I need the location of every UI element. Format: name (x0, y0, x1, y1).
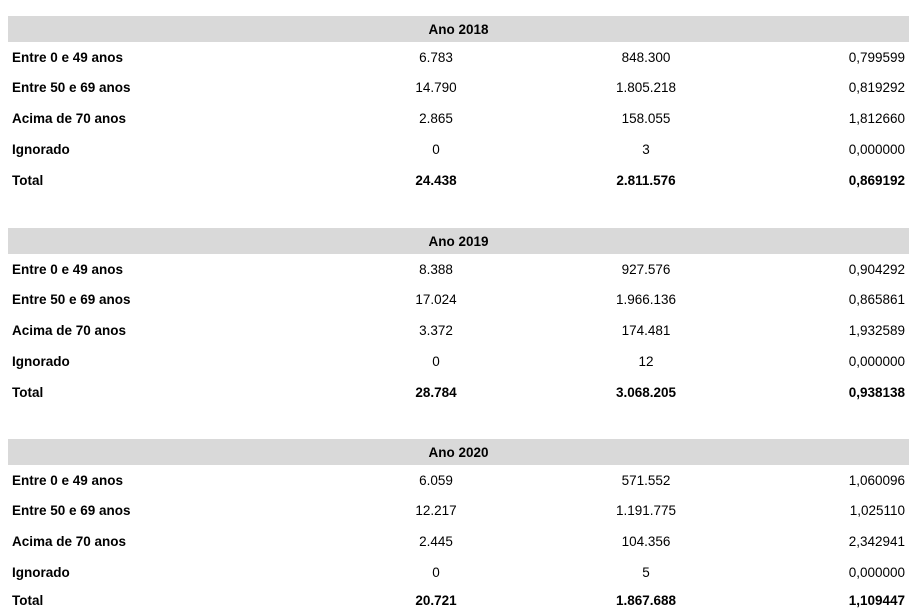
row-label: Entre 0 e 49 anos (12, 473, 124, 488)
value-col-3: 0,865861 (848, 292, 905, 307)
value-col-2: 2.811.576 (616, 173, 676, 188)
row-label: Acima de 70 anos (12, 323, 127, 338)
value-col-1: 20.721 (415, 593, 457, 608)
value-col-3: 1,932589 (848, 323, 905, 338)
value-col-3: 0,000000 (848, 565, 905, 580)
row-label: Acima de 70 anos (12, 534, 127, 549)
value-col-3: 1,812660 (848, 111, 905, 126)
value-col-2: 1.966.136 (615, 292, 677, 307)
value-col-3: 0,799599 (848, 50, 905, 65)
total-row (0, 586, 912, 616)
row-label: Acima de 70 anos (12, 111, 127, 126)
value-col-2: 848.300 (621, 50, 671, 65)
table-row (0, 255, 912, 285)
total-row (0, 166, 912, 196)
row-label: Entre 0 e 49 anos (12, 262, 124, 277)
value-col-3: 1,109447 (848, 593, 905, 608)
value-col-1: 17.024 (415, 292, 457, 307)
value-col-2: 1.191.775 (615, 503, 677, 518)
value-col-2: 3.068.205 (615, 385, 677, 400)
table-row (0, 558, 912, 588)
table-row (0, 104, 912, 134)
section-header: Ano 2019 (8, 228, 909, 254)
row-label: Ignorado (12, 354, 70, 369)
row-label: Entre 50 e 69 anos (12, 80, 131, 95)
value-col-1: 6.783 (419, 50, 453, 65)
value-col-3: 0,869192 (848, 173, 905, 188)
value-col-2: 1.805.218 (615, 80, 677, 95)
row-label: Total (12, 593, 44, 608)
total-row (0, 378, 912, 408)
value-col-1: 6.059 (419, 473, 453, 488)
value-col-3: 0,904292 (848, 262, 905, 277)
value-col-1: 12.217 (415, 503, 457, 518)
value-col-1: 8.388 (419, 262, 453, 277)
value-col-1: 24.438 (415, 173, 457, 188)
table-row (0, 496, 912, 526)
row-label: Total (12, 385, 44, 400)
table-row (0, 527, 912, 557)
table-row (0, 43, 912, 73)
table-row (0, 135, 912, 165)
value-col-2: 927.576 (621, 262, 671, 277)
section-header: Ano 2018 (8, 16, 909, 42)
value-col-1: 0 (432, 142, 440, 157)
value-col-2: 104.356 (621, 534, 671, 549)
value-col-1: 3.372 (419, 323, 453, 338)
value-col-3: 2,342941 (848, 534, 905, 549)
value-col-3: 0,819292 (848, 80, 905, 95)
row-label: Total (12, 173, 44, 188)
value-col-3: 1,025110 (849, 503, 905, 518)
value-col-2: 3 (642, 142, 650, 157)
table-row (0, 73, 912, 103)
table-row (0, 285, 912, 315)
value-col-1: 0 (432, 354, 440, 369)
row-label: Entre 50 e 69 anos (12, 503, 131, 518)
row-label: Ignorado (12, 142, 70, 157)
row-label: Entre 0 e 49 anos (12, 50, 124, 65)
value-col-1: 2.445 (419, 534, 453, 549)
value-col-1: 14.790 (415, 80, 457, 95)
value-col-2: 5 (642, 565, 650, 580)
value-col-3: 0,938138 (848, 385, 905, 400)
value-col-2: 1.867.688 (615, 593, 677, 608)
value-col-1: 0 (432, 565, 440, 580)
value-col-3: 0,000000 (848, 142, 905, 157)
row-label: Ignorado (12, 565, 70, 580)
table-row (0, 347, 912, 377)
value-col-1: 28.784 (415, 385, 457, 400)
value-col-2: 571.552 (621, 473, 671, 488)
table-row (0, 466, 912, 496)
value-col-3: 1,060096 (848, 473, 905, 488)
value-col-2: 158.055 (621, 111, 671, 126)
value-col-1: 2.865 (419, 111, 453, 126)
value-col-2: 174.481 (621, 323, 671, 338)
value-col-3: 0,000000 (848, 354, 905, 369)
table-row (0, 316, 912, 346)
section-header: Ano 2020 (8, 439, 909, 465)
row-label: Entre 50 e 69 anos (12, 292, 131, 307)
value-col-2: 12 (638, 354, 654, 369)
